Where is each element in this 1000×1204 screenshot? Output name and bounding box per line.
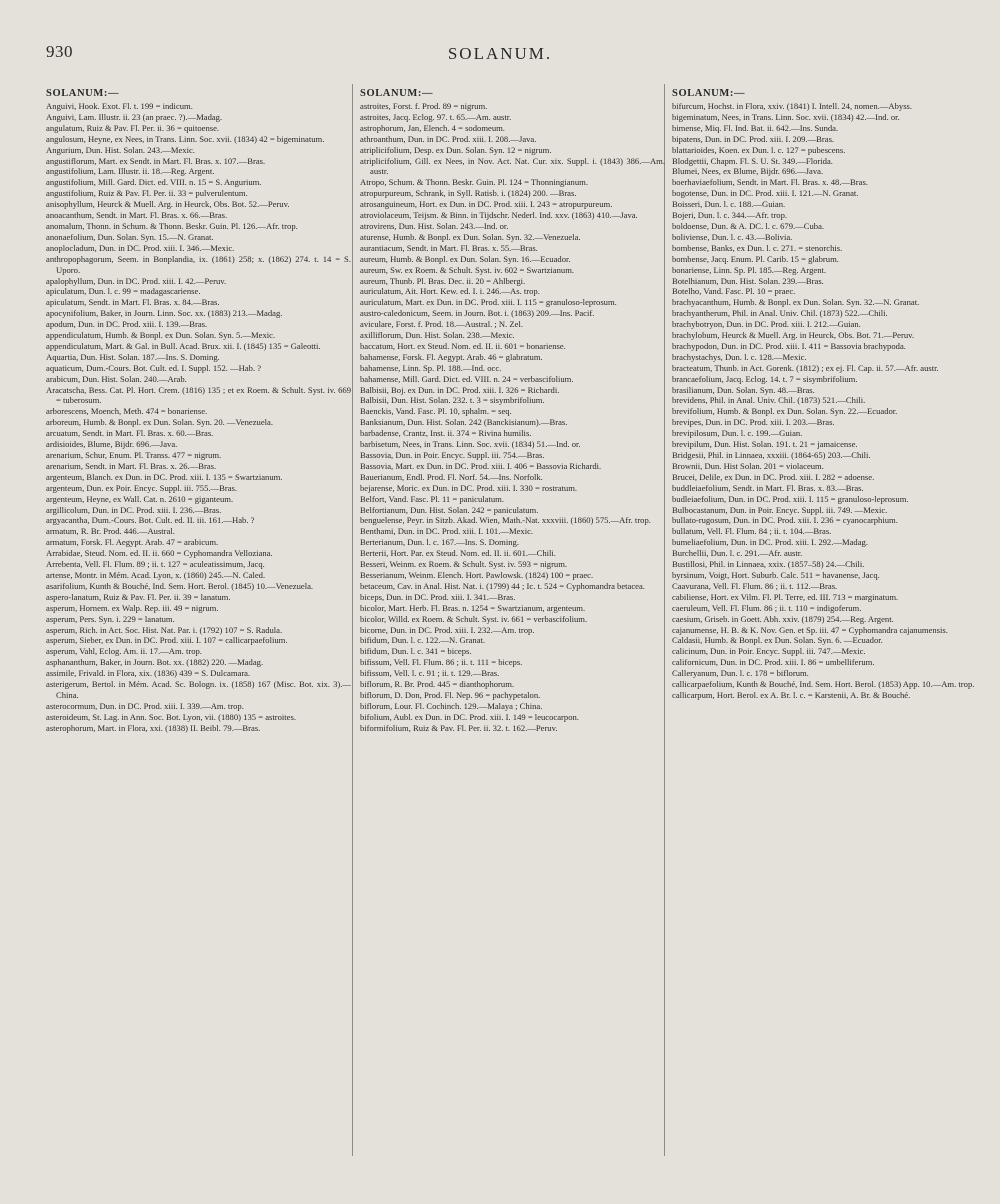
index-entry: brevipilum, Dun. Hist. Solan. 191. t. 21 = jamaicense. [672,439,858,450]
index-entry: brachylobum, Heurck & Muell. Arg. in Heurck, Obs. Bot. 71.—Peruv. [672,330,915,341]
index-entry: boerhaviaefolium, Sendt. in Mart. Fl. Bras. x. 48.—Bras. [672,177,868,188]
index-entry: anonaefolium, Dun. Solan. Syn. 15.—N. Granat. [46,231,214,242]
index-entry: brevifolium, Humb. & Bonpl. ex Dun. Solan. Syn. 22.—Ecuador. [672,406,898,417]
index-entry: bifurcum, Hochst. in Flora, xxiv. (1841) I. Intell. 24, nomen.—Abyss. [672,101,913,111]
index-entry: auriculatum, Ait. Hort. Kew. ed. I. i. 246.—As. trop. [360,286,540,297]
index-entry: Bustillosi, Phil. in Linnaea, xxix. (1857–58) 24.—Chili. [672,559,865,570]
index-entry: bombense, Jacq. Enum. Pl. Carib. 15 = glabrum. [672,253,839,264]
index-entry: bifissum, Vell. Fl. Flum. 86 ; ii. t. 111 = biceps. [360,657,523,668]
index-entry: Botelhianum, Dun. Hist. Solan. 239.—Bras. [672,275,824,286]
index-entry: biceps, Dun. in DC. Prod. xiii. I. 341.—Bras. [360,591,516,602]
index-entry: apiculatum, Sendt. in Mart. Fl. Bras. x. 84.—Bras. [46,297,220,308]
index-entry: auriculatum, Mart. ex Dun. in DC. Prod. xiii. I. 115 = granuloso-leprosum. [360,297,617,308]
index-entry: bumeliaefolium, Dun. in DC. Prod. xiii. I. 292.—Madag. [672,537,868,548]
index-entry: argenteum, Dun. ex Poir. Encyc. Suppl. iii. 755.—Bras. [46,482,238,493]
index-entry: biflorum, R. Br. Prod. 445 = dianthophorum. [360,679,515,690]
index-entry: caesium, Griseb. in Goett. Abh. xxiv. (1879) 254.—Reg. Argent. [672,613,894,624]
index-entry: anoacanthum, Sendt. in Mart. Fl. Bras. x. 66.—Bras. [46,210,228,221]
index-entry: brachypodon, Dun. in DC. Prod. xiii. I. 411 = Bassovia brachypoda. [672,340,906,351]
index-entry: argillicolum, Dun. in DC. Prod. xiii. I. 236.—Bras. [46,504,222,515]
index-entry: Botelho, Vand. Fasc. Pl. 10 = praec. [672,286,796,297]
index-entry: aurantiacum, Sendt. in Mart. Fl. Bras. x. 55.—Bras. [360,242,538,253]
column-heading: SOLANUM:— [360,88,434,99]
index-entry: argyacantha, Dum.-Cours. Bot. Cult. ed. II. iii. 161.—Hab. ? [46,515,255,526]
index-entry: angustifolium, Lam. Illustr. ii. 18.—Reg. Argent. [46,166,215,177]
index-entry: bigeminatum, Nees, in Trans. Linn. Soc. xvii. (1834) 42.—Ind. or. [672,111,900,122]
index-entry: austro-caledonicum, Seem. in Journ. Bot. i. (1863) 209.—Ins. Pacif. [360,308,595,319]
index-entry: bracteatum, Thunb. in Act. Gorenk. (1812) ; ex ej. Fl. Cap. ii. 57.—Afr. austr. [672,362,939,373]
index-entry: calicinum, Dun. in Poir. Encyc. Suppl. iii. 747.—Mexic. [672,646,866,657]
index-entry: arboreum, Humb. & Bonpl. ex Dun. Solan. Syn. 20. —Venezuela. [46,417,273,428]
index-entry: asterigerum, Bertol. in Mém. Acad. Sc. Bologn. ix. (1858) 167 (Misc. Bot. xix. 3).—China. [46,679,351,700]
index-entry: Balbisii, Dun. Hist. Solan. 232. t. 3 = sisymbrifolium. [360,395,545,406]
index-entry: Angurium, Dun. Hist. Solan. 243.—Mexic. [46,144,195,155]
index-entry: astrophorum, Jan, Elench. 4 = sodomeum. [360,122,505,133]
column-2 [360,88,665,734]
index-entry: Anguivi, Hook. Exot. Fl. t. 199 = indicum. [46,101,193,111]
index-entry: brevidens, Phil. in Anal. Univ. Chil. (1873) 521.—Chili. [672,395,866,406]
index-entry: Besserianum, Weinm. Elench. Hort. Pawlowsk. (1824) 100 = praec. [360,569,594,580]
index-entry: brachyantherum, Phil. in Anal. Univ. Chil. (1873) 522.—Chili. [672,308,888,319]
index-entry: bombense, Banks, ex Dun. l. c. 271. = stenorchis. [672,242,843,253]
index-entry: arcuatum, Sendt. in Mart. Fl. Bras. x. 60.—Bras. [46,428,214,439]
index-entry: boldoense, Dun. & A. DC. l. c. 679.—Cuba. [672,220,825,231]
index-entry: asperum, Pers. Syn. i. 229 = lanatum. [46,613,175,624]
index-entry: bifidum, Dun. l. c. 341 = biceps. [360,646,472,657]
index-entry: Blumei, Nees, ex Blume, Bijdr. 696.—Java. [672,166,824,177]
index-entry: astroites, Forst. f. Prod. 89 = nigrum. [360,101,488,111]
index-entry: benguelense, Peyr. in Sitzb. Akad. Wien, Math.-Nat. xxxviii. (1860) 575.—Afr. trop. [360,515,651,526]
index-entry: apodum, Dun. in DC. Prod. xiii. I. 139.—Bras. [46,319,208,330]
index-entry: brevipes, Dun. in DC. Prod. xiii. I. 203.—Bras. [672,417,835,428]
index-entry: Aquartia, Dun. Hist. Solan. 187.—Ins. S. Doming. [46,351,220,362]
index-entry: atriplicifolium, Gill. ex Nees, in Nov. Act. Nat. Cur. xix. Suppl. i. (1843) 386.—Am. austr. [360,155,665,177]
index-entry: apiculatum, Dun. l. c. 99 = madagascariense. [46,286,201,297]
index-entry: Bojeri, Dun. l. c. 344.—Afr. trop. [672,210,788,221]
index-entry: aviculare, Forst. f. Prod. 18.—Austral. ; N. Zel. [360,319,524,330]
index-entry: barbisetum, Nees, in Trans. Linn. Soc. xvii. (1834) 51.—Ind. or. [360,439,581,450]
index-entry: arabicum, Dun. Hist. Solan. 240.—Arab. [46,373,187,384]
index-entry: athroanthum, Dun. in DC. Prod. xiii. I. 208.—Java. [360,133,537,144]
index-entry: bullatum, Vell. Fl. Flum. 84 ; ii. t. 104.—Bras. [672,526,832,537]
index-entry: apalophyllum, Dun. in DC. Prod. xiii. I. 42.—Peruv. [46,275,227,286]
index-entry: brevipilosum, Dun. l. c. 199.—Guian. [672,428,803,439]
index-entry: axilliflorum, Dun. Hist. Solan. 238.—Mexic. [360,330,515,341]
index-entry: brancaefolium, Jacq. Eclog. 14. t. 7 = sisymbrifolium. [672,373,858,384]
index-entry: californicum, Dun. in DC. Prod. xiii. I. 86 = umbelliferum. [672,657,875,668]
index-entry: caeruleum, Vell. Fl. Flum. 86 ; ii. t. 110 = indigoferum. [672,602,862,613]
index-entry: brachystachys, Dun. l. c. 128.—Mexic. [672,351,807,362]
index-entry: appendiculatum, Humb. & Bonpl. ex Dun. Solan. Syn. 5.—Mexic. [46,330,276,341]
index-entry: Calleryanum, Dun. l. c. 178 = biflorum. [672,668,809,679]
index-entry: atroviolaceum, Teijsm. & Binn. in Tijdschr. Nederl. Ind. xxv. (1863) 410.—Java. [360,210,638,221]
index-entry: appendiculatum, Mart. & Gal. in Bull. Acad. Brux. xii. I. (1845) 135 = Galeotti. [46,340,321,351]
index-entry: bifolium, Aubl. ex Dun. in DC. Prod. xiii. I. 149 = leucocarpon. [360,711,579,722]
index-entry: Baenckis, Vand. Fasc. Pl. 10, sphalm. = seq. [360,406,512,417]
index-entry: anisophyllum, Heurck & Muell. Arg. in Heurck, Obs. Bot. 52.—Peruv. [46,199,290,210]
index-entry: bahamense, Forsk. Fl. Aegypt. Arab. 46 = glabratum. [360,351,543,362]
index-entry: asperum, Sieber, ex Dun. in DC. Prod. xiii. I. 107 = callicarpaefolium. [46,635,288,646]
index-entry: armatum, R. Br. Prod. 446.—Austral. [46,526,175,537]
index-entry: bogotense, Dun. in DC. Prod. xiii. I. 121.—N. Granat. [672,188,859,199]
index-entry: buddleiaefolium, Sendt. in Mart. Fl. Bras. x. 83.—Bras. [672,482,864,493]
index-entry: assimile, Frivald. in Flora, xix. (1836) 439 = S. Dulcamara. [46,668,251,679]
index-entry: baccatum, Hort. ex Steud. Nom. ed. II. ii. 601 = bonariense. [360,340,566,351]
index-entry: Burchellii, Dun. l. c. 291.—Afr. austr. [672,548,803,559]
index-entry: bifissum, Vell. l. c. 91 ; ii. t. 129.—Bras. [360,668,500,679]
index-entry: arenarium, Sendt. in Mart. Fl. Bras. x. 26.—Bras. [46,460,217,471]
index-entry: Bassovia, Mart. ex Dun. in DC. Prod. xiii. I. 406 = Bassovia Richardi. [360,460,602,471]
index-entry: Boisseri, Dun. l. c. 188.—Guian. [672,199,786,210]
index-entry: brasilianum, Dun. Solan. Syn. 48.—Bras. [672,384,815,395]
index-entry: asperum, Vahl, Eclog. Am. ii. 17.—Am. trop. [46,646,202,657]
column-1 [46,88,351,734]
index-entry: bahamense, Mill. Gard. Dict. ed. VIII. n. 24 = verbascifolium. [360,373,574,384]
index-entry: callicarpum, Hort. Berol. ex A. Br. l. c. = Karstenii, A. Br. & Bouché. [672,689,911,700]
page-number: 930 [46,42,73,61]
index-entry: argenteum, Blanch. ex Dun. in DC. Prod. xiii. I. 135 = Swartzianum. [46,471,283,482]
index-entry: Arrabidae, Steud. Nom. ed. II. ii. 660 = Cyphomandra Velloziana. [46,548,273,559]
index-entry: Brownii, Dun. Hist Solan. 201 = violaceum. [672,460,824,471]
column-divider [352,84,353,1156]
index-entry: asteroideum, St. Lag. in Ann. Soc. Bot. Lyon, vii. (1880) 135 = astroites. [46,711,296,722]
running-title: SOLANUM. [447,44,553,63]
index-entry: anoplocladum, Dun. in DC. Prod. xiii. I. 346.—Mexic. [46,242,235,253]
index-entry: angustifolium, Ruiz & Pav. Fl. Per. ii. 33 = pulverulentum. [46,188,248,199]
index-entry: argenteum, Heyne, ex Wall. Cat. n. 2610 = giganteum. [46,493,234,504]
index-entry: angulatum, Ruiz & Pav. Fl. Per. ii. 36 = quitoense. [46,122,220,133]
index-entry: byrsinum, Voigt, Hort. Suburb. Calc. 511 = havanense, Jacq. [672,569,880,580]
index-entry: Bridgesii, Phil. in Linnaea, xxxiii. (1864-65) 203.—Chili. [672,450,871,460]
index-entry: betaceum, Cav. in Anal. Hist. Nat. i. (1799) 44 ; Ic. t. 524 = Cyphomandra betacea. [360,580,645,591]
index-entry: arenarium, Schur, Enum. Pl. Transs. 477 = nigrum. [46,450,222,460]
index-entry: artense, Montr. in Mém. Acad. Lyon, x. (1860) 245.—N. Caled. [46,569,266,580]
index-entry: barbadense, Crantz, Inst. ii. 374 = Rivina humilis. [360,428,532,439]
index-entry: Besseri, Weinm. ex Roem. & Schult. Syst. iv. 593 = nigrum. [360,559,568,570]
index-entry: arborescens, Moench, Meth. 474 = bonariense. [46,406,208,417]
index-entry: biformifolium, Ruiz & Pav. Fl. Per. ii. 32. t. 162.—Peruv. [360,722,558,733]
index-entry: biflorum, Lour. Fl. Cochinch. 129.—Malaya ; China. [360,700,543,711]
column-heading: SOLANUM:— [672,88,746,99]
index-entry: ardisioides, Blume, Bijdr. 696.—Java. [46,439,178,450]
index-entry: armatum, Forsk. Fl. Aegypt. Arab. 47 = arabicum. [46,537,219,548]
index-entry: Atropo, Schum. & Thonn. Beskr. Guin. Pl. 124 = Thonningianum. [360,177,588,188]
index-entry: asarifolium, Kunth & Bouché, Ind. Sem. Hort. Berol. (1845) 10.—Venezuela. [46,580,314,591]
index-entry: Berterii, Hort. Par. ex Steud. Nom. ed. II. ii. 601.—Chili. [360,548,556,559]
index-entry: atropurpureum, Schrank, in Syll. Ratisb. i. (1824) 200. —Bras. [360,188,577,199]
index-entry: angustiflorum, Mart. ex Sendt. in Mart. Fl. Bras. x. 107.—Bras. [46,155,266,166]
index-entry: bicolor, Mart. Herb. Fl. Bras. n. 1254 = Swartzianum, argenteum. [360,602,586,613]
index-entry: Bulbocastanum, Dun. in Poir. Encyc. Suppl. iii. 749. —Mexic. [672,504,888,515]
index-entry: Berterianum, Dun. l. c. 167.—Ins. S. Doming. [360,537,519,548]
index-entry: aureum, Thunb. Pl. Bras. Dec. ii. 20 = Ahlbergi. [360,275,526,286]
index-entry: bejarense, Moric. ex Dun. in DC. Prod. xiii. I. 330 = rostratum. [360,482,578,493]
column-3 [672,88,977,701]
index-entry: Caavurana, Vell. Fl. Flum. 86 ; ii. t. 112.—Bras. [672,580,838,591]
index-entry: bahamense, Linn. Sp. Pl. 188.—Ind. occ. [360,362,502,373]
index-entry: bimense, Miq. Fl. Ind. Bat. ii. 642.—Ins. Sunda. [672,122,839,133]
index-entry: asphananthum, Baker, in Journ. Bot. xx. (1882) 220. —Madag. [46,657,264,668]
index-entry: aquaticum, Dum.-Cours. Bot. Cult. ed. I. Suppl. 152. —Hab. ? [46,362,262,373]
index-entry: bicorne, Dun. in DC. Prod. xiii. I. 232.—Am. trop. [360,624,535,635]
index-entry: Blodgettii, Chapm. Fl. S. U. St. 349.—Florida. [672,155,833,166]
index-entry: bifidum, Dun. l. c. 122.—N. Granat. [360,635,486,646]
index-entry: Benthami, Dun. in DC. Prod. xiii. I. 101.—Mexic. [360,526,534,537]
index-entry: budleiaefolium, Dun. in DC. Prod. xiii. I. 115 = granuloso-leprosum. [672,493,909,504]
index-entry: bonariense, Linn. Sp. Pl. 185.—Reg. Argent. [672,264,827,275]
index-entry: Bassovia, Dun. in Poir. Encyc. Suppl. iii. 754.—Bras. [360,450,545,460]
index-entry: Arrebenta, Vell. Fl. Flum. 89 ; ii. t. 127 = aculeatissimum, Jacq. [46,559,265,570]
index-entry: brachybotryon, Dun. in DC. Prod. xiii. I. 212.—Guian. [672,319,861,330]
index-entry: atrosanguineum, Hort. ex Dun. in DC. Prod. xiii. I. 243 = atropurpureum. [360,199,613,210]
index-entry: boliviense, Dun. l. c. 43.—Bolivia. [672,231,793,242]
index-entry: asterophorum, Mart. in Flora, xxi. (1838) II. Beibl. 79.—Bras. [46,722,261,733]
index-entry: bicolor, Willd. ex Roem. & Schult. Syst. iv. 661 = verbascifolium. [360,613,588,624]
index-entry: asperum, Hornem. ex Walp. Rep. iii. 49 = nigrum. [46,602,219,613]
index-entry: atrovirens, Dun. Hist. Solan. 243.—Ind. or. [360,220,509,231]
index-entry: aturense, Humb. & Bonpl. ex Dun. Solan. Syn. 32.—Venezuela. [360,231,581,242]
index-entry: Banksianum, Dun. Hist. Solan. 242 (Banckisianum).—Bras. [360,417,568,428]
index-entry: cajanumense, H. B. & K. Nov. Gen. et Sp. iii. 47 = Cyphomandra cajanumensis. [672,624,948,635]
index-entry: blattarioides, Koen. ex Dun. l. c. 127 = pubescens. [672,144,846,155]
index-entry: anthropophagorum, Seem. in Bonplandia, ix. (1861) 258; x. (1862) 274. t. 14 = S. Uporo. [46,253,351,275]
index-entry: angulosum, Heyne, ex Nees, in Trans. Linn. Soc. xvii. (1834) 42 = bigeminatum. [46,133,325,144]
index-entry: anomalum, Thonn. in Schum. & Thonn. Beskr. Guin. Pl. 126.—Afr. trop. [46,220,298,231]
index-entry: cabiliense, Hort. ex Vilm. Fl. Pl. Terre, ed. III. 713 = marginatum. [672,591,899,602]
index-entry: brachyacanthum, Humb. & Bonpl. ex Dun. Solan. Syn. 32.—N. Granat. [672,297,920,308]
index-entry: Belfortianum, Dun. Hist. Solan. 242 = paniculatum. [360,504,539,515]
index-entry: aureum, Sw. ex Roem. & Schult. Syst. iv. 602 = Swartzianum. [360,264,575,275]
column-heading: SOLANUM:— [46,88,120,99]
index-entry: aureum, Humb. & Bonpl. ex Dun. Solan. Syn. 16.—Ecuador. [360,253,571,264]
index-entry: bipatens, Dun. in DC. Prod. xiii. I. 209.—Bras. [672,133,835,144]
index-entry: callicarpaefolium, Kunth & Bouché, Ind. Sem. Hort. Berol. (1853) App. 10.—Am. trop. [672,679,975,690]
index-entry: aspero-lanatum, Ruiz & Pav. Fl. Per. ii. 39 = lanatum. [46,591,231,602]
index-entry: Balbisii, Boj. ex Dun. in DC. Prod. xiii. I. 326 = Richardi. [360,384,560,395]
index-entry: Belfort, Vand. Fasc. Pl. 11 = paniculatum. [360,493,504,504]
index-entry: apocynifolium, Baker, in Journ. Linn. Soc. xx. (1883) 213.—Madag. [46,308,283,319]
index-entry: asperum, Rich. in Act. Soc. Hist. Nat. Par. i. (1792) 107 = S. Radula. [46,624,283,635]
index-entry: Aracatscha, Bess. Cat. Pl. Hort. Crem. (1816) 135 ; et ex Roem. & Schult. Syst. iv. 669 = tuberosum. [46,384,351,406]
index-entry: astroites, Jacq. Eclog. 97. t. 65.—Am. austr. [360,111,512,122]
index-entry: bullato-rugosum, Dun. in DC. Prod. xiii. I. 236 = cyanocarphium. [672,515,898,526]
index-entry: Bauerianum, Endl. Prod. Fl. Norf. 54.—Ins. Norfolk. [360,471,543,482]
index-entry: Caldasii, Humb. & Bonpl. ex Dun. Solan. Syn. 6. —Ecuador. [672,635,883,646]
index-entry: angustifolium, Mill. Gard. Dict. ed. VIII. n. 15 = S. Angurium. [46,177,262,188]
index-entry: asterocormum, Dun. in DC. Prod. xiii. I. 339.—Am. trop. [46,700,244,711]
index-entry: biflorum, D. Don, Prod. Fl. Nep. 96 = pachypetalon. [360,689,541,700]
index-entry: Anguivi, Lam. Illustr. ii. 23 (an praec. ?).—Madag. [46,111,223,122]
index-entry: Brucei, Delile, ex Dun. in DC. Prod. xiii. I. 282 = adoense. [672,471,875,482]
index-entry: atriplicifolium, Desp. ex Dun. Solan. Syn. 12 = nigrum. [360,144,552,155]
